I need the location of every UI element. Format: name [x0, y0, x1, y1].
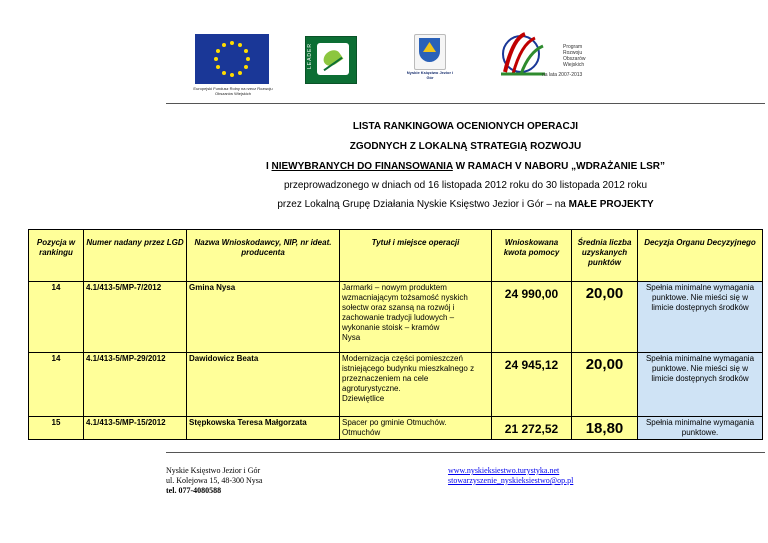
- cell-title-text: Jarmarki – nowym produktem wzmacniającym tożsamość nyskich sołectw oraz szansą na rozwój i zachowanie tradycji ludowych – wykonanie stoisk – kramów: [342, 283, 468, 332]
- eu-flag-logo: [195, 34, 269, 84]
- heading-line-5-pre: przez Lokalną Grupę Działania Nyskie Księstwo Jezior i Gór – na: [277, 199, 569, 210]
- prow-text-line: Wiejskich: [563, 62, 585, 68]
- leader-text: LEADER: [307, 43, 313, 70]
- website-link[interactable]: www.nyskieksiestwo.turystyka.net: [448, 466, 560, 475]
- heading-line-3-pre: I: [265, 161, 272, 172]
- heading-line-3-underlined: NIEWYBRANYCH DO FINANSOWANIA: [271, 161, 453, 172]
- cell-pos: 14: [29, 282, 84, 353]
- cell-num: 4.1/413-5/MP-7/2012: [84, 282, 187, 353]
- header-pos: Pozycja w rankingu: [29, 230, 84, 282]
- footer-street: ul. Kolejowa 15, 48-300 Nysa: [166, 476, 263, 485]
- cell-pos: 15: [29, 417, 84, 440]
- cell-decision: Spełnia minimalne wymagania punktowe.: [638, 417, 763, 440]
- prow-text: [563, 44, 623, 68]
- cell-avg: 18,80: [572, 417, 638, 440]
- cell-pos: 14: [29, 353, 84, 417]
- crest-caption: Nyskie Księstwo Jezior i Gór: [406, 70, 454, 80]
- cell-title: [340, 353, 492, 417]
- heading-line-3: [166, 161, 765, 173]
- footer-divider: [166, 452, 765, 453]
- cell-place: Nysa: [342, 333, 361, 342]
- cell-place: Dziewiętlice: [342, 394, 385, 403]
- footer-phone: tel. 077-4080588: [166, 486, 222, 495]
- prow-text-line: Rozwoju: [563, 50, 583, 56]
- eu-stars-icon: [195, 34, 269, 84]
- cell-decision: Spełnia minimalne wymagania punktowe. Nie mieści się w limicie dostępnych środków: [638, 282, 763, 353]
- header-avg: Średnia liczba uzyskanych punktów: [572, 230, 638, 282]
- ranking-table: [28, 229, 763, 440]
- cell-num: 4.1/413-5/MP-15/2012: [84, 417, 187, 440]
- eu-caption: Europejski Fundusz Rolny na rzecz Rozwoju Obszarów Wiejskich: [193, 86, 273, 96]
- header-num: Numer nadany przez LGD: [84, 230, 187, 282]
- header-divider: [166, 103, 765, 104]
- cell-amount: 21 272,52: [492, 417, 572, 440]
- prow-text-line: Obszarów: [563, 56, 586, 62]
- cell-avg: 20,00: [572, 353, 638, 417]
- email-link[interactable]: stowarzyszenie_nyskieksiestwo@op.pl: [448, 476, 574, 485]
- prow-text-line: Program: [563, 44, 583, 50]
- heading-line-1: LISTA RANKINGOWA OCENIONYCH OPERACJI: [352, 121, 579, 132]
- leaf-icon: [317, 43, 349, 75]
- cell-decision: Spełnia minimalne wymagania punktowe. Nie mieści się w limicie dostępnych środków: [638, 353, 763, 417]
- header-name: Nazwa Wnioskodawcy, NIP, nr ideat. producenta: [187, 230, 340, 282]
- heading-line-2: ZGODNYCH Z LOKALNĄ STRATEGIĄ ROZWOJU: [349, 141, 582, 152]
- cell-amount: 24 945,12: [492, 353, 572, 417]
- cell-title-text: Modernizacja części pomieszczeń istniejącego budynku mieszkalnego z przeznaczeniem na cele agroturystyczne.: [342, 354, 475, 393]
- heading-line-3-post: W RAMACH V NABORU „WDRAŻANIE LSR”: [452, 161, 666, 172]
- prow-logo-icon: [495, 28, 551, 78]
- table-row: [29, 353, 763, 417]
- cell-title: [340, 417, 492, 440]
- cell-name: Gmina Nysa: [187, 282, 340, 353]
- prow-years: na lata 2007-2013: [542, 72, 583, 78]
- footer-address: [166, 466, 262, 496]
- cell-name: Dawidowicz Beata: [187, 353, 340, 417]
- lgd-crest-logo: [414, 34, 446, 70]
- heading-line-5-bold: MAŁE PROJEKTY: [568, 199, 654, 210]
- cell-title: [340, 282, 492, 353]
- table-row: [29, 417, 763, 440]
- shield-icon: [419, 38, 440, 62]
- table-row: [29, 282, 763, 353]
- cell-title-text: Spacer po gminie Otmuchów.: [342, 418, 447, 427]
- cell-num: 4.1/413-5/MP-29/2012: [84, 353, 187, 417]
- cell-avg: 20,00: [572, 282, 638, 353]
- cell-place: Otmuchów: [342, 428, 381, 437]
- cell-amount: 24 990,00: [492, 282, 572, 353]
- footer-org: Nyskie Księstwo Jezior i Gór: [166, 466, 261, 475]
- header-decision: Decyzja Organu Decyzyjnego: [638, 230, 763, 282]
- logo-strip: [0, 28, 768, 98]
- cell-name: Stępkowska Teresa Małgorzata: [187, 417, 340, 440]
- table-header-row: [29, 230, 763, 282]
- header-title: Tytuł i miejsce operacji: [340, 230, 492, 282]
- heading-line-4: przeprowadzonego w dniach od 16 listopada 2012 roku do 30 listopada 2012 roku: [283, 180, 648, 191]
- leader-logo: [305, 36, 357, 84]
- heading-line-5: [166, 199, 765, 211]
- footer-links: [448, 466, 573, 486]
- header-amount: Wnioskowana kwota pomocy: [492, 230, 572, 282]
